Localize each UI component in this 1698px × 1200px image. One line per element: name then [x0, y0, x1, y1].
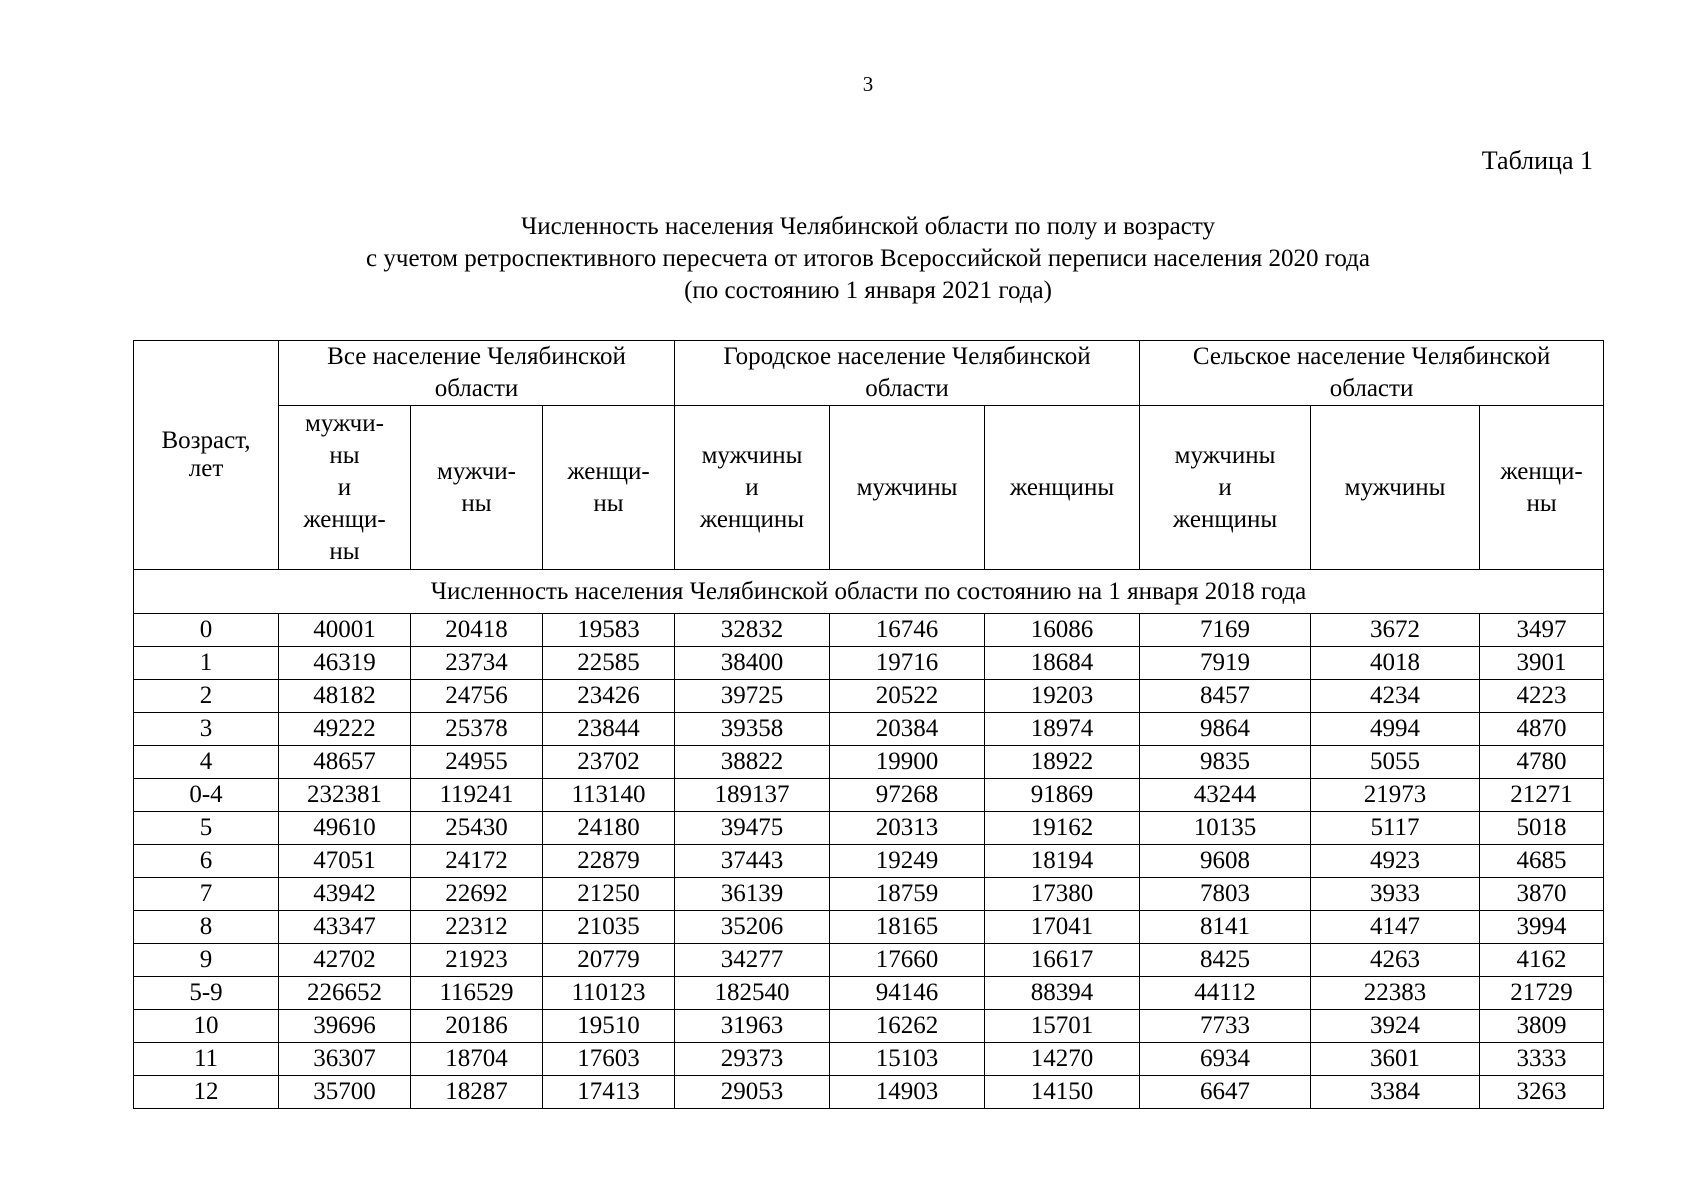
cell-urban-men: 20313	[830, 812, 985, 845]
table-body	[134, 570, 1604, 1109]
cell-urban-total: 39725	[675, 680, 830, 713]
cell-rural-women: 4780	[1480, 746, 1604, 779]
cell-urban-men: 16262	[830, 1010, 985, 1043]
cell-urban-men: 19900	[830, 746, 985, 779]
cell-age: 6	[134, 845, 279, 878]
population-table	[133, 340, 1604, 1109]
cell-all-women: 17413	[543, 1076, 675, 1109]
cell-rural-women: 3994	[1480, 911, 1604, 944]
cell-rural-total: 9608	[1140, 845, 1311, 878]
cell-all-total: 40001	[279, 614, 411, 647]
cell-urban-men: 19716	[830, 647, 985, 680]
cell-rural-women: 3870	[1480, 878, 1604, 911]
cell-urban-total: 37443	[675, 845, 830, 878]
cell-all-men: 23734	[411, 647, 543, 680]
cell-urban-women: 15701	[985, 1010, 1140, 1043]
cell-urban-total: 39358	[675, 713, 830, 746]
cell-all-total: 43347	[279, 911, 411, 944]
cell-urban-total: 29373	[675, 1043, 830, 1076]
subheader-rural-women: женщи- ны	[1480, 406, 1604, 570]
cell-rural-total: 9864	[1140, 713, 1311, 746]
cell-all-total: 49222	[279, 713, 411, 746]
cell-rural-total: 44112	[1140, 977, 1311, 1010]
cell-all-men: 18704	[411, 1043, 543, 1076]
table-row	[134, 1076, 1604, 1109]
cell-age: 9	[134, 944, 279, 977]
cell-urban-total: 39475	[675, 812, 830, 845]
cell-urban-women: 88394	[985, 977, 1140, 1010]
cell-all-total: 43942	[279, 878, 411, 911]
cell-all-men: 18287	[411, 1076, 543, 1109]
cell-rural-men: 21973	[1311, 779, 1480, 812]
cell-rural-men: 3924	[1311, 1010, 1480, 1043]
cell-rural-women: 21729	[1480, 977, 1604, 1010]
cell-urban-women: 18974	[985, 713, 1140, 746]
cell-all-men: 119241	[411, 779, 543, 812]
cell-all-total: 42702	[279, 944, 411, 977]
cell-all-men: 22692	[411, 878, 543, 911]
cell-all-total: 35700	[279, 1076, 411, 1109]
cell-all-total: 39696	[279, 1010, 411, 1043]
cell-rural-total: 9835	[1140, 746, 1311, 779]
cell-rural-men: 4263	[1311, 944, 1480, 977]
cell-rural-total: 8141	[1140, 911, 1311, 944]
cell-urban-women: 17380	[985, 878, 1140, 911]
cell-age: 4	[134, 746, 279, 779]
cell-age: 2	[134, 680, 279, 713]
subheader-all-men: мужчи- ны	[411, 406, 543, 570]
cell-all-women: 17603	[543, 1043, 675, 1076]
age-header: Возраст, лет	[134, 341, 279, 570]
cell-all-women: 20779	[543, 944, 675, 977]
cell-age: 5-9	[134, 977, 279, 1010]
cell-urban-total: 182540	[675, 977, 830, 1010]
cell-all-total: 49610	[279, 812, 411, 845]
cell-rural-total: 7733	[1140, 1010, 1311, 1043]
cell-all-total: 226652	[279, 977, 411, 1010]
table-row	[134, 944, 1604, 977]
cell-all-women: 21035	[543, 911, 675, 944]
subheader-all-women: женщи- ны	[543, 406, 675, 570]
group-header-rural: Сельское население Челябинской области	[1140, 341, 1604, 406]
cell-age: 5	[134, 812, 279, 845]
cell-all-men: 21923	[411, 944, 543, 977]
cell-urban-women: 19162	[985, 812, 1140, 845]
cell-rural-total: 8425	[1140, 944, 1311, 977]
cell-age: 1	[134, 647, 279, 680]
cell-rural-total: 7803	[1140, 878, 1311, 911]
cell-rural-total: 6934	[1140, 1043, 1311, 1076]
cell-all-women: 23702	[543, 746, 675, 779]
cell-urban-men: 19249	[830, 845, 985, 878]
cell-all-total: 232381	[279, 779, 411, 812]
table-row	[134, 614, 1604, 647]
cell-age: 0-4	[134, 779, 279, 812]
cell-urban-women: 18684	[985, 647, 1140, 680]
cell-rural-women: 4870	[1480, 713, 1604, 746]
cell-all-women: 23844	[543, 713, 675, 746]
table-row	[134, 1043, 1604, 1076]
cell-rural-men: 4923	[1311, 845, 1480, 878]
cell-rural-women: 4162	[1480, 944, 1604, 977]
cell-urban-women: 18194	[985, 845, 1140, 878]
table-row	[134, 746, 1604, 779]
table-row	[134, 911, 1604, 944]
cell-rural-women: 21271	[1480, 779, 1604, 812]
cell-rural-total: 8457	[1140, 680, 1311, 713]
table-row	[134, 977, 1604, 1010]
cell-urban-total: 32832	[675, 614, 830, 647]
cell-rural-total: 7919	[1140, 647, 1311, 680]
cell-urban-women: 91869	[985, 779, 1140, 812]
document-title	[0, 211, 1698, 307]
cell-urban-women: 14150	[985, 1076, 1140, 1109]
cell-rural-women: 5018	[1480, 812, 1604, 845]
cell-all-men: 24955	[411, 746, 543, 779]
cell-rural-total: 6647	[1140, 1076, 1311, 1109]
cell-all-women: 19510	[543, 1010, 675, 1043]
cell-all-total: 47051	[279, 845, 411, 878]
subheader-rural-total: мужчины и женщины	[1140, 406, 1311, 570]
cell-rural-women: 4223	[1480, 680, 1604, 713]
cell-all-total: 48182	[279, 680, 411, 713]
cell-rural-men: 22383	[1311, 977, 1480, 1010]
cell-rural-men: 3384	[1311, 1076, 1480, 1109]
cell-urban-women: 19203	[985, 680, 1140, 713]
cell-rural-total: 7169	[1140, 614, 1311, 647]
cell-urban-men: 20522	[830, 680, 985, 713]
cell-urban-women: 16086	[985, 614, 1140, 647]
table-row	[134, 1010, 1604, 1043]
cell-all-total: 46319	[279, 647, 411, 680]
cell-all-women: 19583	[543, 614, 675, 647]
table-label: Таблица 1	[1481, 146, 1593, 175]
table-row	[134, 680, 1604, 713]
table-row	[134, 812, 1604, 845]
cell-rural-men: 4018	[1311, 647, 1480, 680]
subheader-urban-total: мужчины и женщины	[675, 406, 830, 570]
cell-age: 12	[134, 1076, 279, 1109]
table-row	[134, 845, 1604, 878]
section-title-row: Численность населения Челябинской области по состоянию на 1 января 2018 года	[134, 570, 1604, 614]
cell-urban-total: 31963	[675, 1010, 830, 1043]
cell-rural-men: 4234	[1311, 680, 1480, 713]
cell-all-women: 22585	[543, 647, 675, 680]
cell-all-women: 113140	[543, 779, 675, 812]
cell-rural-women: 3497	[1480, 614, 1604, 647]
cell-urban-total: 34277	[675, 944, 830, 977]
cell-rural-women: 3809	[1480, 1010, 1604, 1043]
cell-all-men: 24172	[411, 845, 543, 878]
cell-urban-men: 18759	[830, 878, 985, 911]
cell-age: 11	[134, 1043, 279, 1076]
cell-all-men: 20418	[411, 614, 543, 647]
cell-all-men: 22312	[411, 911, 543, 944]
table-row	[134, 878, 1604, 911]
cell-urban-women: 16617	[985, 944, 1140, 977]
cell-all-men: 24756	[411, 680, 543, 713]
cell-all-men: 116529	[411, 977, 543, 1010]
cell-urban-total: 38400	[675, 647, 830, 680]
cell-all-women: 110123	[543, 977, 675, 1010]
cell-rural-men: 3601	[1311, 1043, 1480, 1076]
table-header	[134, 341, 1604, 570]
cell-rural-men: 3672	[1311, 614, 1480, 647]
group-header-all: Все население Челябинской области	[279, 341, 675, 406]
cell-urban-men: 20384	[830, 713, 985, 746]
cell-rural-total: 10135	[1140, 812, 1311, 845]
cell-rural-women: 3333	[1480, 1043, 1604, 1076]
subheader-urban-men: мужчины	[830, 406, 985, 570]
cell-urban-women: 14270	[985, 1043, 1140, 1076]
cell-rural-men: 4147	[1311, 911, 1480, 944]
cell-all-women: 24180	[543, 812, 675, 845]
cell-age: 10	[134, 1010, 279, 1043]
cell-urban-women: 17041	[985, 911, 1140, 944]
cell-urban-total: 36139	[675, 878, 830, 911]
cell-urban-men: 15103	[830, 1043, 985, 1076]
cell-urban-total: 189137	[675, 779, 830, 812]
cell-rural-women: 4685	[1480, 845, 1604, 878]
cell-urban-men: 16746	[830, 614, 985, 647]
cell-urban-men: 14903	[830, 1076, 985, 1109]
cell-age: 8	[134, 911, 279, 944]
table-row	[134, 779, 1604, 812]
cell-rural-women: 3901	[1480, 647, 1604, 680]
cell-urban-total: 29053	[675, 1076, 830, 1109]
cell-urban-total: 35206	[675, 911, 830, 944]
cell-all-total: 36307	[279, 1043, 411, 1076]
page-number: 3	[862, 72, 874, 96]
cell-rural-men: 3933	[1311, 878, 1480, 911]
cell-all-women: 21250	[543, 878, 675, 911]
cell-age: 0	[134, 614, 279, 647]
cell-urban-men: 97268	[830, 779, 985, 812]
cell-rural-men: 5055	[1311, 746, 1480, 779]
cell-all-men: 25430	[411, 812, 543, 845]
subheader-rural-men: мужчины	[1311, 406, 1480, 570]
table-row	[134, 647, 1604, 680]
cell-rural-men: 5117	[1311, 812, 1480, 845]
cell-rural-men: 4994	[1311, 713, 1480, 746]
cell-urban-men: 18165	[830, 911, 985, 944]
subheader-urban-women: женщины	[985, 406, 1140, 570]
cell-all-women: 23426	[543, 680, 675, 713]
title-line-3: (по состоянию 1 января 2021 года)	[684, 277, 1052, 304]
cell-age: 3	[134, 713, 279, 746]
cell-rural-total: 43244	[1140, 779, 1311, 812]
cell-urban-total: 38822	[675, 746, 830, 779]
subheader-all-total: мужчи- ны и женщи- ны	[279, 406, 411, 570]
cell-all-total: 48657	[279, 746, 411, 779]
group-header-urban: Городское население Челябинской области	[675, 341, 1140, 406]
table-row	[134, 713, 1604, 746]
cell-urban-men: 17660	[830, 944, 985, 977]
cell-all-men: 20186	[411, 1010, 543, 1043]
cell-rural-women: 3263	[1480, 1076, 1604, 1109]
title-line-1: Численность населения Челябинской области по полу и возрасту	[521, 213, 1215, 240]
cell-all-men: 25378	[411, 713, 543, 746]
title-line-2: с учетом ретроспективного пересчета от итогов Всероссийской переписи населения 2020 года	[366, 245, 1370, 272]
cell-urban-women: 18922	[985, 746, 1140, 779]
cell-age: 7	[134, 878, 279, 911]
cell-urban-men: 94146	[830, 977, 985, 1010]
cell-all-women: 22879	[543, 845, 675, 878]
